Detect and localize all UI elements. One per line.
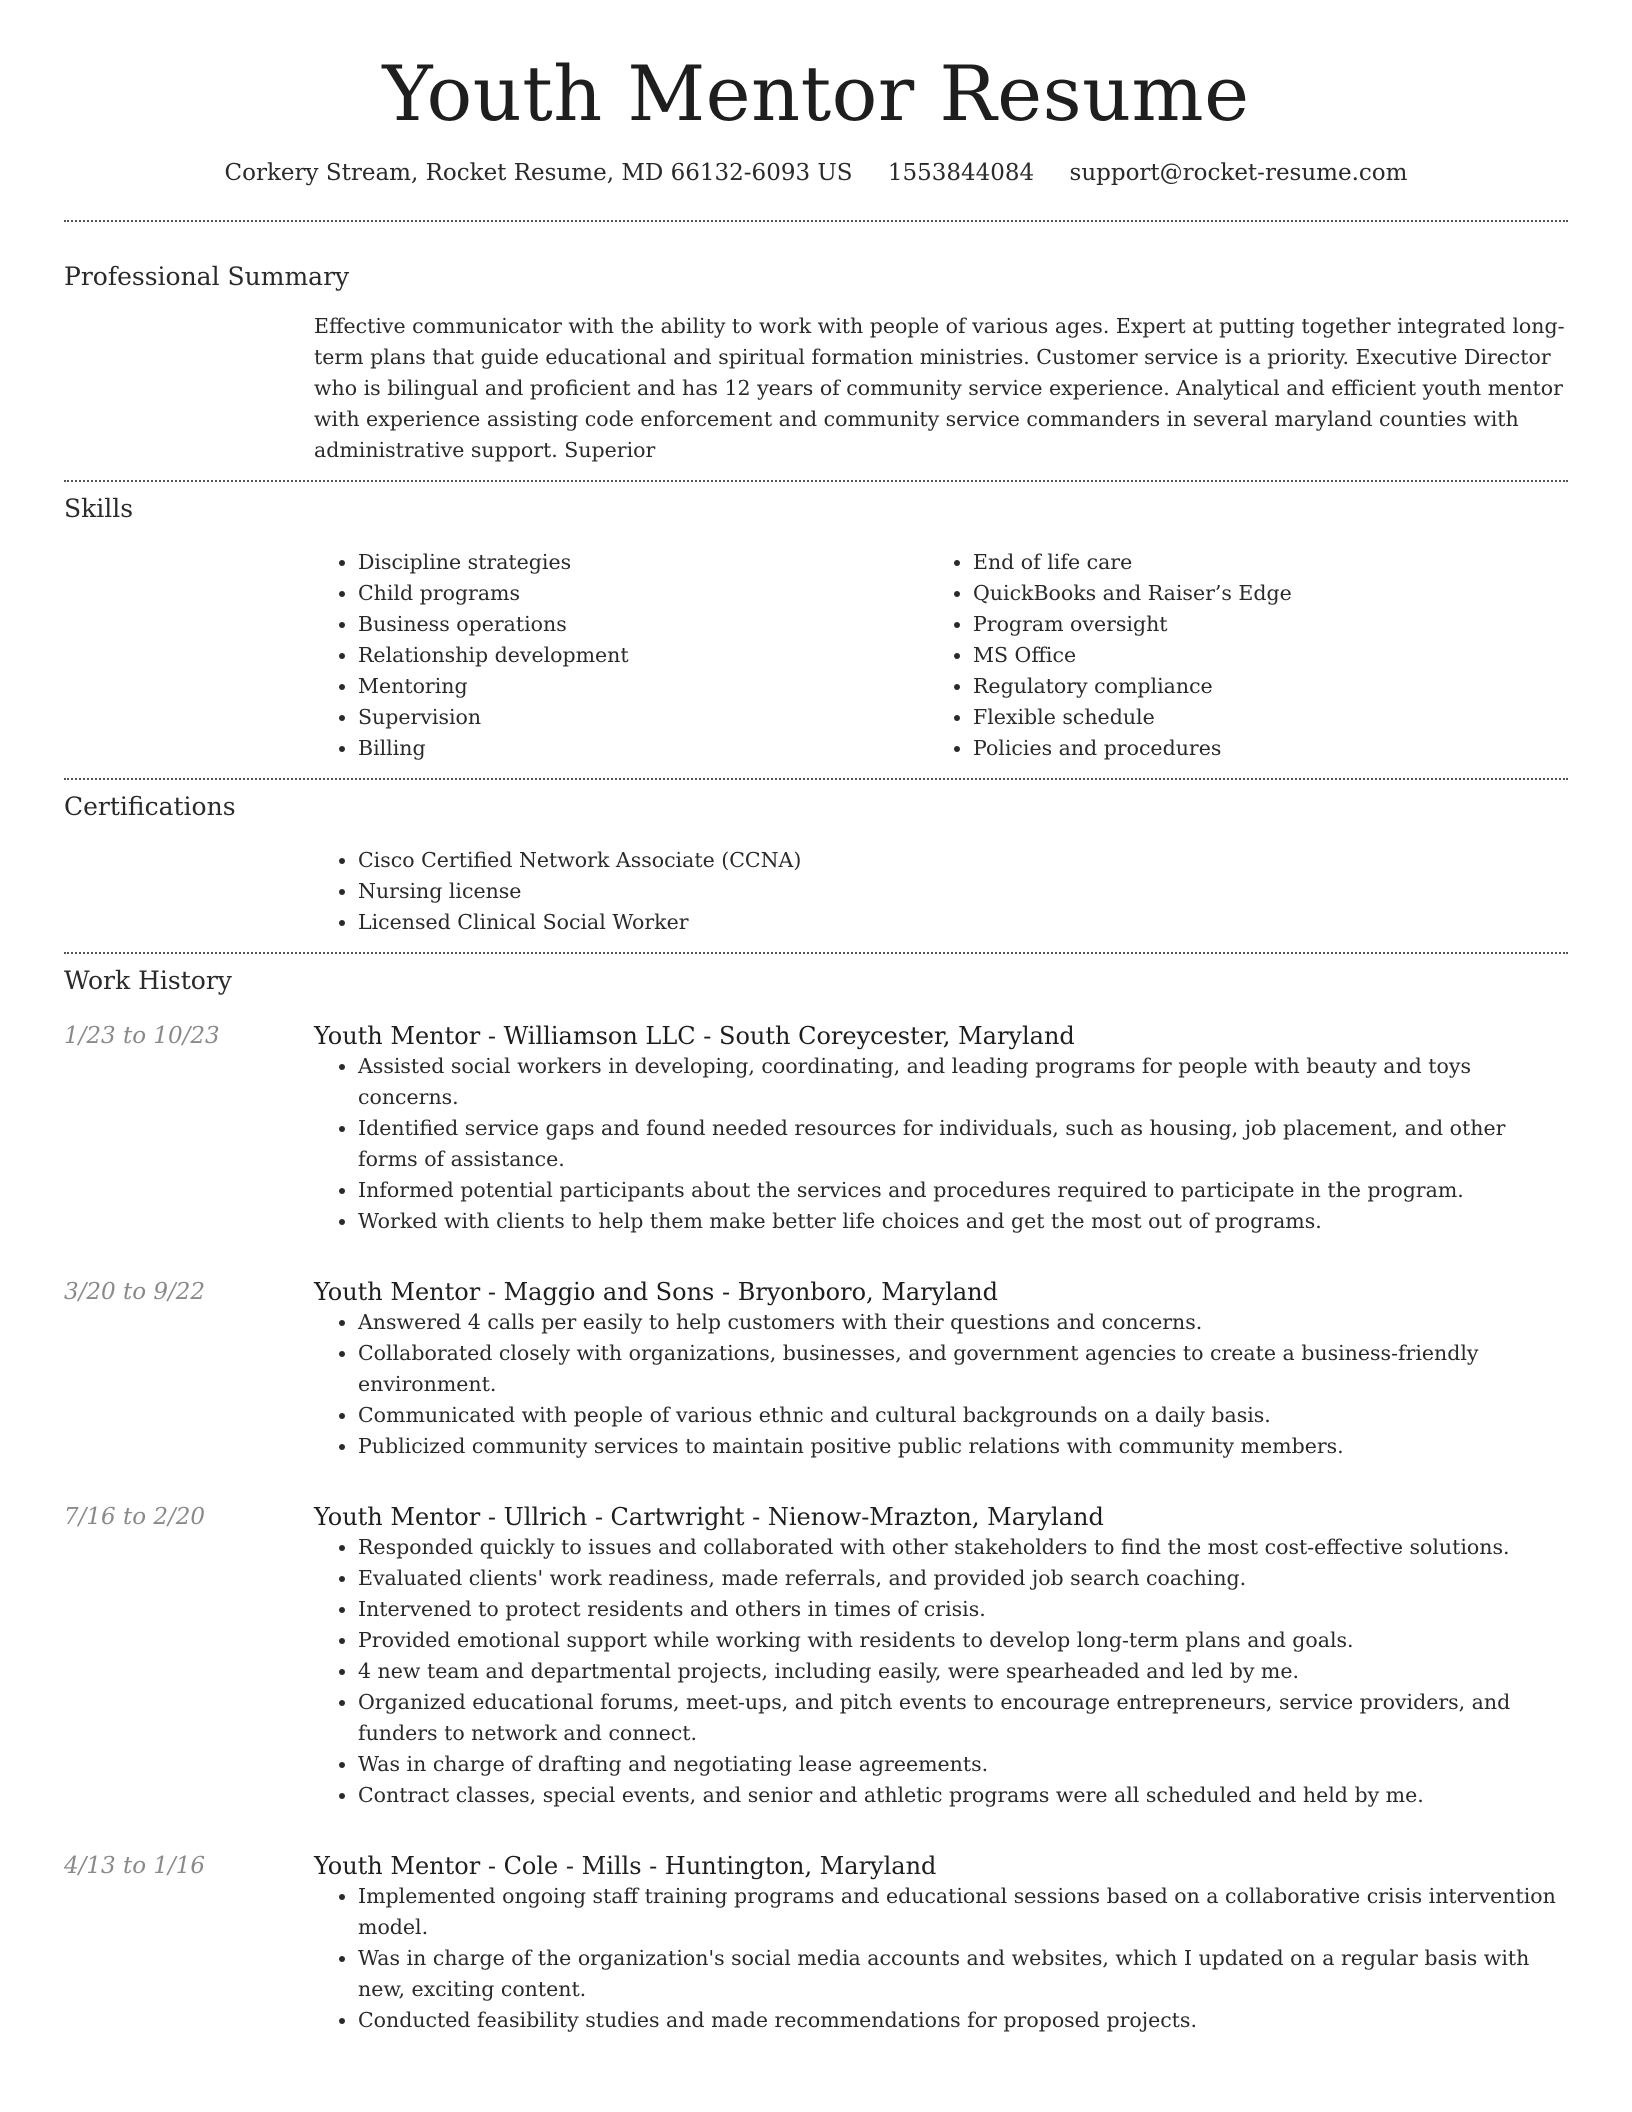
- job-dates: 7/16 to 2/20: [64, 1503, 206, 1530]
- certifications-list: [314, 845, 1568, 938]
- list-item: • Billing: [358, 733, 929, 764]
- job-bullets: [314, 1307, 1568, 1462]
- list-item: • Provided emotional support while working with residents to develop long-term plans and goals.: [358, 1625, 1568, 1656]
- list-item: • Program oversight: [973, 609, 1544, 640]
- summary-text: Effective communicator with the ability to work with people of various ages. Expert at putting together integrated long-term plans that guide educational and spiritual formation ministries. Customer service is a priority. Executive Director who is bilingual and proficient and has 12 years of community service experience. Analytical and efficient youth mentor with experience assisting code enforcement and community service commanders in several maryland counties with administrative support. Superior: [314, 313, 1565, 462]
- section-title-certifications: Certifications: [64, 791, 236, 821]
- summary-section: [64, 222, 1568, 480]
- list-item: • Flexible schedule: [973, 702, 1544, 733]
- skills-column-left: [314, 547, 929, 764]
- job-bullets: [314, 1532, 1568, 1811]
- list-item: • Assisted social workers in developing, coordinating, and leading programs for people with beauty and toys concerns.: [358, 1051, 1568, 1113]
- job-heading: Youth Mentor - Cole - Mills - Huntington, Maryland: [314, 1851, 937, 1880]
- job-details: [314, 1502, 1568, 1811]
- list-item: • MS Office: [973, 640, 1544, 671]
- list-item: • Answered 4 calls per easily to help customers with their questions and concerns.: [358, 1307, 1568, 1338]
- list-item: • Child programs: [358, 578, 929, 609]
- job-details: [314, 1277, 1568, 1462]
- list-item: • Business operations: [358, 609, 929, 640]
- job-bullets: [314, 1051, 1568, 1237]
- job-entry: [64, 1851, 1568, 2036]
- contact-address: Corkery Stream, Rocket Resume, MD 66132-6093 US: [224, 159, 853, 186]
- list-item: • Publicized community services to maintain positive public relations with community members.: [358, 1431, 1568, 1462]
- contact-phone: 1553844084: [887, 159, 1035, 186]
- skills-column-right: [929, 547, 1544, 764]
- job-entry: [64, 1502, 1568, 1811]
- skills-columns: [314, 547, 1568, 778]
- list-item: • 4 new team and departmental projects, including easily, were spearheaded and led by me.: [358, 1656, 1568, 1687]
- list-item: • Organized educational forums, meet-ups, and pitch events to encourage entrepreneurs, service providers, and funders to network and connect.: [358, 1687, 1568, 1749]
- list-item: • Identified service gaps and found needed resources for individuals, such as housing, job placement, and other forms of assistance.: [358, 1113, 1568, 1175]
- job-dates: 4/13 to 1/16: [64, 1852, 206, 1879]
- skills-list-left: [314, 547, 929, 764]
- list-item: • Was in charge of the organization's social media accounts and websites, which I updated on a regular basis with new, exciting content.: [358, 1943, 1568, 2005]
- list-item: • Supervision: [358, 702, 929, 733]
- resume-title: Youth Mentor Resume: [382, 49, 1250, 138]
- contact-line: [64, 160, 1568, 186]
- list-item: • Implemented ongoing staff training programs and educational sessions based on a collaborative crisis intervention model.: [358, 1881, 1568, 1943]
- job-heading: Youth Mentor - Maggio and Sons - Bryonboro, Maryland: [314, 1277, 998, 1306]
- job-entry: [64, 1277, 1568, 1462]
- list-item: • Conducted feasibility studies and made recommendations for proposed projects.: [358, 2005, 1568, 2036]
- list-item: • Worked with clients to help them make better life choices and get the most out of programs.: [358, 1206, 1568, 1237]
- job-details: [314, 1021, 1568, 1237]
- job-dates: 3/20 to 9/22: [64, 1278, 206, 1305]
- skills-section: [64, 482, 1568, 778]
- job-details: [314, 1851, 1568, 2036]
- list-item: • Evaluated clients' work readiness, made referrals, and provided job search coaching.: [358, 1563, 1568, 1594]
- contact-email: support@rocket-resume.com: [1069, 159, 1408, 186]
- list-item: • Intervened to protect residents and others in times of crisis.: [358, 1594, 1568, 1625]
- list-item: • Was in charge of drafting and negotiating lease agreements.: [358, 1749, 1568, 1780]
- list-item: • Policies and procedures: [973, 733, 1544, 764]
- list-item: • Cisco Certified Network Associate (CCNA): [358, 845, 1568, 876]
- list-item: • Mentoring: [358, 671, 929, 702]
- section-title-work-history: Work History: [64, 965, 232, 995]
- job-dates: 1/23 to 10/23: [64, 1022, 220, 1049]
- list-item: • Responded quickly to issues and collaborated with other stakeholders to find the most cost-effective solutions.: [358, 1532, 1568, 1563]
- list-item: • QuickBooks and Raiser’s Edge: [973, 578, 1544, 609]
- certifications-section: [64, 780, 1568, 952]
- section-title-summary: Professional Summary: [64, 261, 350, 291]
- list-item: • Licensed Clinical Social Worker: [358, 907, 1568, 938]
- job-heading: Youth Mentor - Ullrich - Cartwright - Nienow-Mrazton, Maryland: [314, 1502, 1104, 1531]
- list-item: • Relationship development: [358, 640, 929, 671]
- list-item: • Discipline strategies: [358, 547, 929, 578]
- certifications-body: [314, 845, 1568, 952]
- skills-list-right: [929, 547, 1544, 764]
- job-entry: [64, 1021, 1568, 1237]
- section-title-skills: Skills: [64, 493, 134, 523]
- work-history-section: [64, 954, 1568, 2036]
- list-item: • Communicated with people of various ethnic and cultural backgrounds on a daily basis.: [358, 1400, 1568, 1431]
- list-item: • Informed potential participants about the services and procedures required to participate in the program.: [358, 1175, 1568, 1206]
- list-item: • End of life care: [973, 547, 1544, 578]
- list-item: • Contract classes, special events, and senior and athletic programs were all scheduled and held by me.: [358, 1780, 1568, 1811]
- job-bullets: [314, 1881, 1568, 2036]
- list-item: • Regulatory compliance: [973, 671, 1544, 702]
- list-item: • Collaborated closely with organizations, businesses, and government agencies to create a business-friendly environment.: [358, 1338, 1568, 1400]
- list-item: • Nursing license: [358, 876, 1568, 907]
- job-heading: Youth Mentor - Williamson LLC - South Coreycester, Maryland: [314, 1021, 1075, 1050]
